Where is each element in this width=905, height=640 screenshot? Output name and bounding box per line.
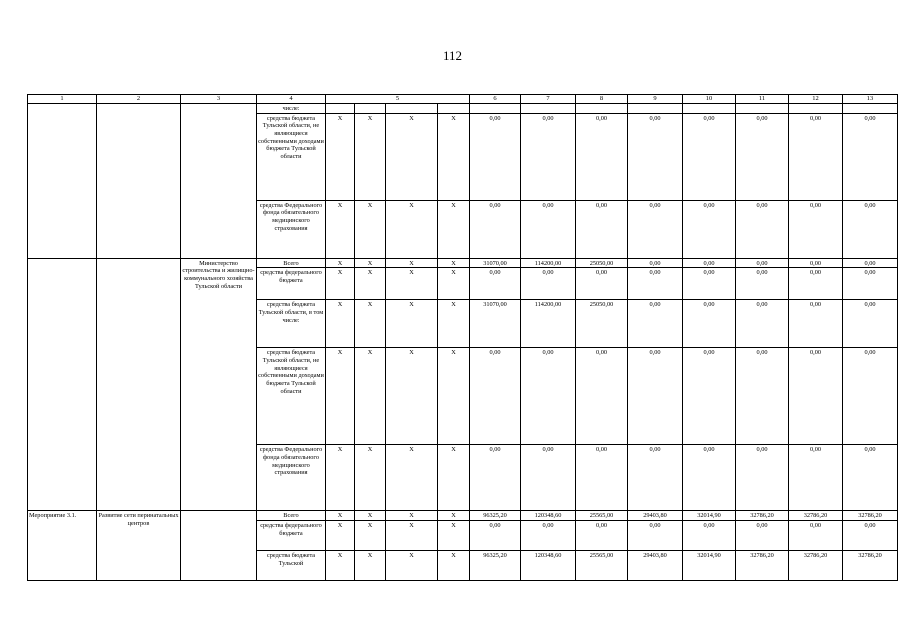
header-cell: 7 xyxy=(521,95,576,104)
x-mark: X xyxy=(355,445,386,511)
value-cell: 0,00 xyxy=(576,113,628,200)
value-cell: 32014,90 xyxy=(683,551,736,581)
value-cell: 0,00 xyxy=(521,445,576,511)
funding-label: Всего xyxy=(257,258,326,268)
table-row xyxy=(28,258,898,268)
value-cell: 32786,20 xyxy=(843,551,898,581)
x-mark: X xyxy=(386,200,438,258)
value-cell: 0,00 xyxy=(843,445,898,511)
funding-label: средства бюджета Тульской области, не являющиеся собственными доходами бюджета Тульской области xyxy=(257,113,326,200)
value-cell: 0,00 xyxy=(736,521,789,551)
x-mark: X xyxy=(438,258,470,268)
value-cell: 114200,00 xyxy=(521,258,576,268)
value-cell: 0,00 xyxy=(683,113,736,200)
x-mark: X xyxy=(355,511,386,521)
value-cell: 0,00 xyxy=(683,268,736,300)
value-cell: 0,00 xyxy=(843,348,898,445)
value-cell: 25050,00 xyxy=(576,300,628,348)
header-cell: 11 xyxy=(736,95,789,104)
value-cell: 0,00 xyxy=(789,445,843,511)
value-cell: 32786,20 xyxy=(736,511,789,521)
value-cell: 0,00 xyxy=(470,445,521,511)
header-cell: 6 xyxy=(470,95,521,104)
table-row xyxy=(28,511,898,521)
value-cell: 0,00 xyxy=(736,300,789,348)
value-cell: 0,00 xyxy=(628,521,683,551)
x-mark: X xyxy=(326,268,355,300)
event-name: Развитие сети перинатальных центров xyxy=(97,511,181,581)
x-mark: X xyxy=(438,521,470,551)
funding-label: числе: xyxy=(257,104,326,114)
page-number: 112 xyxy=(442,48,463,63)
x-mark: X xyxy=(326,348,355,445)
value-cell: 0,00 xyxy=(736,113,789,200)
x-mark: X xyxy=(355,521,386,551)
x-mark: X xyxy=(386,445,438,511)
funding-label: средства бюджета Тульской xyxy=(257,551,326,581)
header-cell: 5 xyxy=(326,95,470,104)
header-cell: 9 xyxy=(628,95,683,104)
value-cell: 120348,60 xyxy=(521,551,576,581)
value-cell: 0,00 xyxy=(470,521,521,551)
funding-label: средства федерального бюджета xyxy=(257,521,326,551)
header-cell: 8 xyxy=(576,95,628,104)
value-cell: 32786,20 xyxy=(789,551,843,581)
x-mark: X xyxy=(386,268,438,300)
x-mark: X xyxy=(386,258,438,268)
value-cell: 0,00 xyxy=(470,200,521,258)
col1-cell xyxy=(28,104,97,259)
x-mark: X xyxy=(326,258,355,268)
header-cell: 10 xyxy=(683,95,736,104)
value-cell: 29403,80 xyxy=(628,551,683,581)
x-mark: X xyxy=(438,511,470,521)
value-cell: 0,00 xyxy=(683,445,736,511)
x-mark: X xyxy=(386,300,438,348)
value-cell: 31070,00 xyxy=(470,258,521,268)
value-cell: 0,00 xyxy=(628,200,683,258)
value-cell: 0,00 xyxy=(628,348,683,445)
value-cell: 0,00 xyxy=(843,200,898,258)
header-row xyxy=(28,95,898,104)
value-cell: 0,00 xyxy=(683,200,736,258)
value-cell: 0,00 xyxy=(470,348,521,445)
col3-cell xyxy=(181,104,257,259)
x-mark: X xyxy=(326,113,355,200)
budget-table xyxy=(27,94,898,581)
value-cell: 32014,90 xyxy=(683,511,736,521)
header-cell: 4 xyxy=(257,95,326,104)
value-cell: 0,00 xyxy=(736,348,789,445)
value-cell: 0,00 xyxy=(789,300,843,348)
value-cell: 0,00 xyxy=(789,200,843,258)
value-cell: 0,00 xyxy=(521,268,576,300)
value-cell: 31070,00 xyxy=(470,300,521,348)
value-cell: 0,00 xyxy=(683,348,736,445)
value-cell: 0,00 xyxy=(789,113,843,200)
x-mark: X xyxy=(355,300,386,348)
value-cell: 96325,20 xyxy=(470,551,521,581)
x-mark: X xyxy=(386,113,438,200)
x-mark: X xyxy=(386,551,438,581)
ministry-name: Министерство строительства и жилищно-коммунального хозяйства Тульской области xyxy=(181,258,257,511)
table-row xyxy=(28,104,898,114)
value-cell: 0,00 xyxy=(843,300,898,348)
value-cell: 0,00 xyxy=(736,258,789,268)
funding-label: средства бюджета Тульской области, не являющиеся собственными доходами бюджета Тульской области xyxy=(257,348,326,445)
header-cell: 13 xyxy=(843,95,898,104)
x-mark: X xyxy=(438,445,470,511)
x-mark: X xyxy=(386,521,438,551)
value-cell: 0,00 xyxy=(470,113,521,200)
value-cell: 25050,00 xyxy=(576,258,628,268)
x-mark: X xyxy=(355,258,386,268)
value-cell: 0,00 xyxy=(628,113,683,200)
col2-cell xyxy=(97,104,181,259)
value-cell: 120348,60 xyxy=(521,511,576,521)
event-number: Мероприятие 3.1. xyxy=(28,511,97,581)
x-mark: X xyxy=(355,113,386,200)
value-cell: 29403,80 xyxy=(628,511,683,521)
value-cell: 0,00 xyxy=(521,521,576,551)
x-mark: X xyxy=(326,200,355,258)
x-mark: X xyxy=(438,348,470,445)
funding-label: средства федерального бюджета xyxy=(257,268,326,300)
value-cell: 0,00 xyxy=(576,268,628,300)
value-cell: 0,00 xyxy=(736,200,789,258)
x-mark: X xyxy=(326,445,355,511)
value-cell: 0,00 xyxy=(683,521,736,551)
value-cell: 0,00 xyxy=(789,268,843,300)
value-cell: 0,00 xyxy=(628,300,683,348)
x-mark: X xyxy=(355,200,386,258)
x-mark: X xyxy=(355,348,386,445)
x-mark: X xyxy=(438,300,470,348)
value-cell: 0,00 xyxy=(628,268,683,300)
x-mark: X xyxy=(326,551,355,581)
value-cell: 0,00 xyxy=(736,268,789,300)
value-cell: 0,00 xyxy=(576,200,628,258)
value-cell: 96325,20 xyxy=(470,511,521,521)
col3-cell xyxy=(181,511,257,581)
x-mark: X xyxy=(438,268,470,300)
x-mark: X xyxy=(326,521,355,551)
x-mark: X xyxy=(355,551,386,581)
funding-label: средства Федерального фонда обязательного медицинского страхования xyxy=(257,445,326,511)
x-mark: X xyxy=(355,268,386,300)
value-cell: 0,00 xyxy=(843,521,898,551)
value-cell: 0,00 xyxy=(521,113,576,200)
col1-cell xyxy=(28,258,97,511)
value-cell: 0,00 xyxy=(789,348,843,445)
value-cell: 0,00 xyxy=(576,521,628,551)
value-cell: 0,00 xyxy=(576,445,628,511)
header-cell: 3 xyxy=(181,95,257,104)
x-mark: X xyxy=(386,511,438,521)
value-cell: 0,00 xyxy=(789,258,843,268)
value-cell: 0,00 xyxy=(521,200,576,258)
value-cell: 0,00 xyxy=(683,258,736,268)
x-mark: X xyxy=(326,511,355,521)
header-cell: 1 xyxy=(28,95,97,104)
header-cell: 12 xyxy=(789,95,843,104)
value-cell: 0,00 xyxy=(843,258,898,268)
value-cell: 0,00 xyxy=(628,445,683,511)
value-cell: 0,00 xyxy=(470,268,521,300)
value-cell: 0,00 xyxy=(576,348,628,445)
funding-label: Всего xyxy=(257,511,326,521)
value-cell: 0,00 xyxy=(521,348,576,445)
value-cell: 0,00 xyxy=(843,268,898,300)
x-mark: X xyxy=(438,551,470,581)
value-cell: 0,00 xyxy=(683,300,736,348)
x-mark: X xyxy=(326,300,355,348)
value-cell: 25565,00 xyxy=(576,511,628,521)
value-cell: 32786,20 xyxy=(789,511,843,521)
value-cell: 0,00 xyxy=(789,521,843,551)
value-cell: 114200,00 xyxy=(521,300,576,348)
funding-label: средства бюджета Тульской области, в том числе: xyxy=(257,300,326,348)
header-cell: 2 xyxy=(97,95,181,104)
x-mark: X xyxy=(386,348,438,445)
value-cell: 0,00 xyxy=(843,113,898,200)
value-cell: 25565,00 xyxy=(576,551,628,581)
x-mark: X xyxy=(438,200,470,258)
funding-label: средства Федерального фонда обязательного медицинского страхования xyxy=(257,200,326,258)
value-cell: 32786,20 xyxy=(736,551,789,581)
value-cell: 0,00 xyxy=(736,445,789,511)
x-mark: X xyxy=(438,113,470,200)
value-cell: 32786,20 xyxy=(843,511,898,521)
col2-cell xyxy=(97,258,181,511)
value-cell: 0,00 xyxy=(628,258,683,268)
